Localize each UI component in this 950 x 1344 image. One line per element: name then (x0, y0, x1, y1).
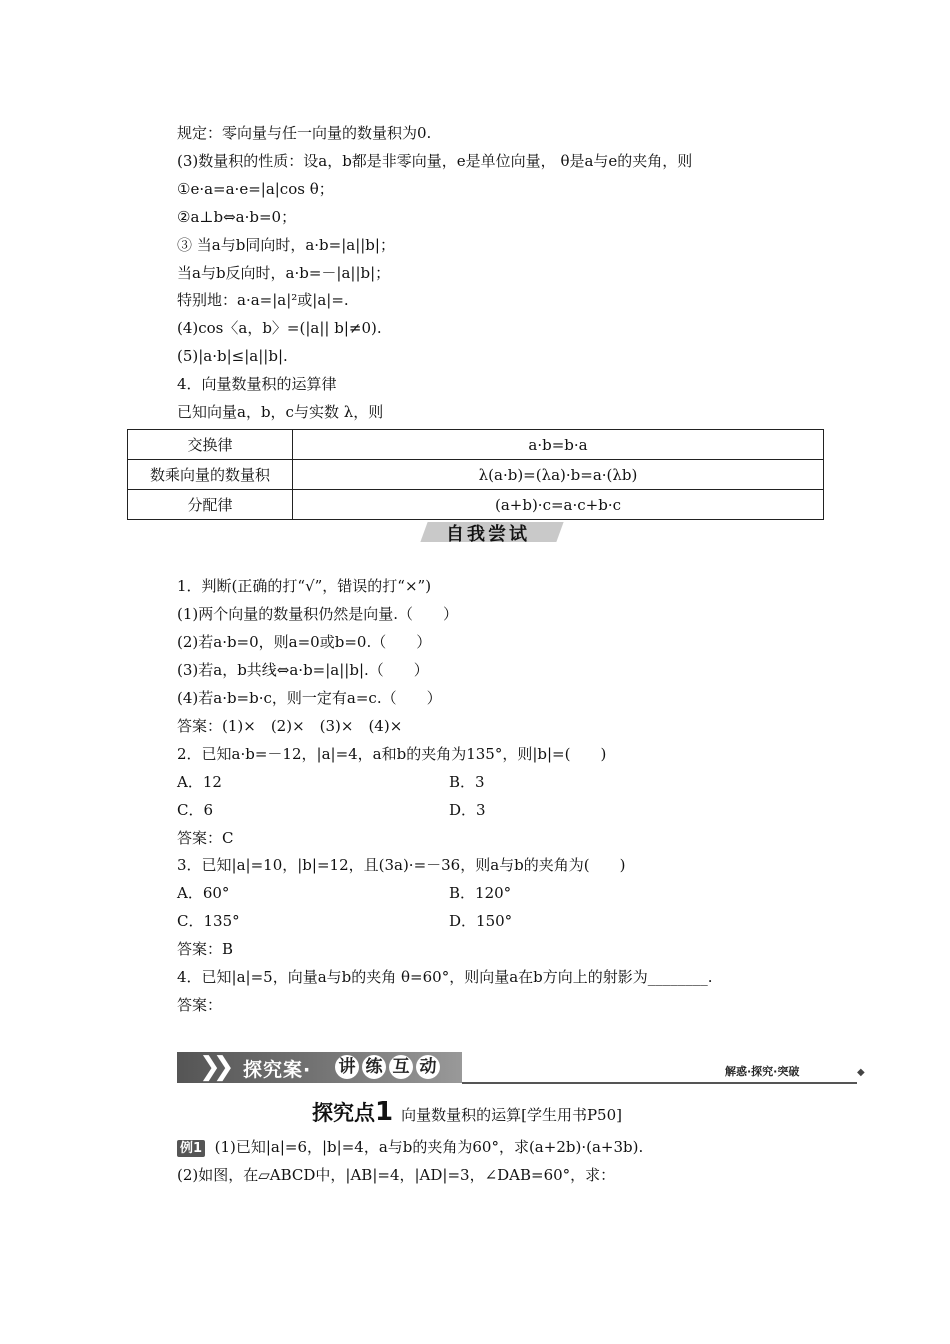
circle-char: 互 (389, 1055, 413, 1079)
question-3: 3．已知|a|=10，|b|=12，且(3a)·=－36，则a与b的夹角为( ) (177, 856, 626, 874)
option-c: C．135° (177, 912, 240, 930)
table-row (128, 430, 824, 460)
law-formula: (a+b)·c=a·c+b·c (293, 490, 824, 520)
section-rule (462, 1082, 857, 1084)
self-test-banner (424, 519, 562, 545)
text-line: 特别地：a·a=|a|²或|a|=. (177, 291, 349, 309)
text-line: (1)两个向量的数量积仍然是向量.（ ） (177, 605, 459, 623)
law-formula: λ(a·b)=(λa)·b=a·(λb) (293, 460, 824, 490)
answer-3: 答案：B (177, 940, 234, 958)
section-title: 探究案· (243, 1059, 312, 1081)
example-line-1 (177, 1137, 643, 1157)
double-chevron-icon: ❯❯ (199, 1052, 227, 1082)
text-line: (3)数量积的性质：设a，b都是非零向量，e是单位向量， θ是a与e的夹角，则 (177, 152, 693, 170)
option-c: C．6 (177, 801, 214, 819)
answer-4: 答案： (177, 996, 223, 1014)
text-line: (3)若a，b共线⇔a·b=|a||b|.（ ） (177, 661, 429, 679)
circle-char: 讲 (335, 1055, 359, 1079)
section-circles (335, 1055, 443, 1079)
example-badge: 例1 (177, 1140, 205, 1157)
law-name: 分配律 (128, 490, 293, 520)
heading-operation-laws: 4．向量数量积的运算律 (177, 375, 337, 393)
text-line: (5)|a·b|≤|a||b|. (177, 347, 288, 365)
point-subtitle: 向量数量积的运算[学生用书P50] (401, 1106, 622, 1124)
circle-char: 练 (362, 1055, 386, 1079)
example-line-2: (2)如图，在▱ABCD中，|AB|=4，|AD|=3，∠DAB=60°，求： (177, 1166, 616, 1184)
circle-char: 动 (416, 1055, 440, 1079)
text-line: (2)若a·b=0，则a=0或b=0.（ ） (177, 633, 432, 651)
option-d: D．3 (449, 801, 486, 819)
question-4: 4．已知|a|=5，向量a与b的夹角 θ=60°，则向量a在b方向上的射影为________. (177, 968, 713, 986)
banner-title: 自我尝试 (446, 524, 530, 545)
law-name: 交换律 (128, 430, 293, 460)
point-heading (312, 1097, 622, 1127)
text-line: ②a⊥b⇔a·b=0； (177, 208, 297, 226)
section-header-bar (177, 1051, 867, 1085)
law-name: 数乘向量的数量积 (128, 460, 293, 490)
text-line: (4)cos〈a，b〉=(|a|| b|≠0). (177, 319, 382, 337)
option-d: D．150° (449, 912, 513, 930)
section-tagline: 解惑·探究·突破 (725, 1065, 800, 1078)
text-line: ③ 当a与b同向时，a·b=|a||b|； (177, 236, 395, 254)
diamond-icon: ◆ (857, 1067, 865, 1078)
example-text: (1)已知|a|=6，|b|=4，a与b的夹角为60°，求(a+2b)·(a+3b). (214, 1138, 644, 1156)
text-line: 规定：零向量与任一向量的数量积为0. (177, 124, 432, 142)
question-1: 1．判断(正确的打“√”，错误的打“×”) (177, 577, 432, 595)
option-a: A．60° (177, 884, 230, 902)
text-line: 已知向量a，b，c与实数 λ，则 (177, 403, 384, 421)
table-row (128, 490, 824, 520)
option-b: B．120° (449, 884, 512, 902)
option-a: A．12 (177, 773, 222, 791)
text-line: ①e·a=a·e=|a|cos θ； (177, 180, 334, 198)
table-row (128, 460, 824, 490)
point-prefix: 探究点 (312, 1101, 375, 1125)
answer-1: 答案：(1)× (2)× (3)× (4)× (177, 717, 403, 735)
option-b: B．3 (449, 773, 485, 791)
question-2: 2．已知a·b=－12，|a|=4，a和b的夹角为135°，则|b|=( ) (177, 745, 607, 763)
point-number: 1 (375, 1097, 394, 1127)
text-line: 当a与b反向时，a·b=－|a||b|； (177, 264, 391, 282)
operation-law-table (127, 429, 824, 520)
text-line: (4)若a·b=b·c，则一定有a=c.（ ） (177, 689, 442, 707)
answer-2: 答案：C (177, 829, 234, 847)
law-formula: a·b=b·a (293, 430, 824, 460)
